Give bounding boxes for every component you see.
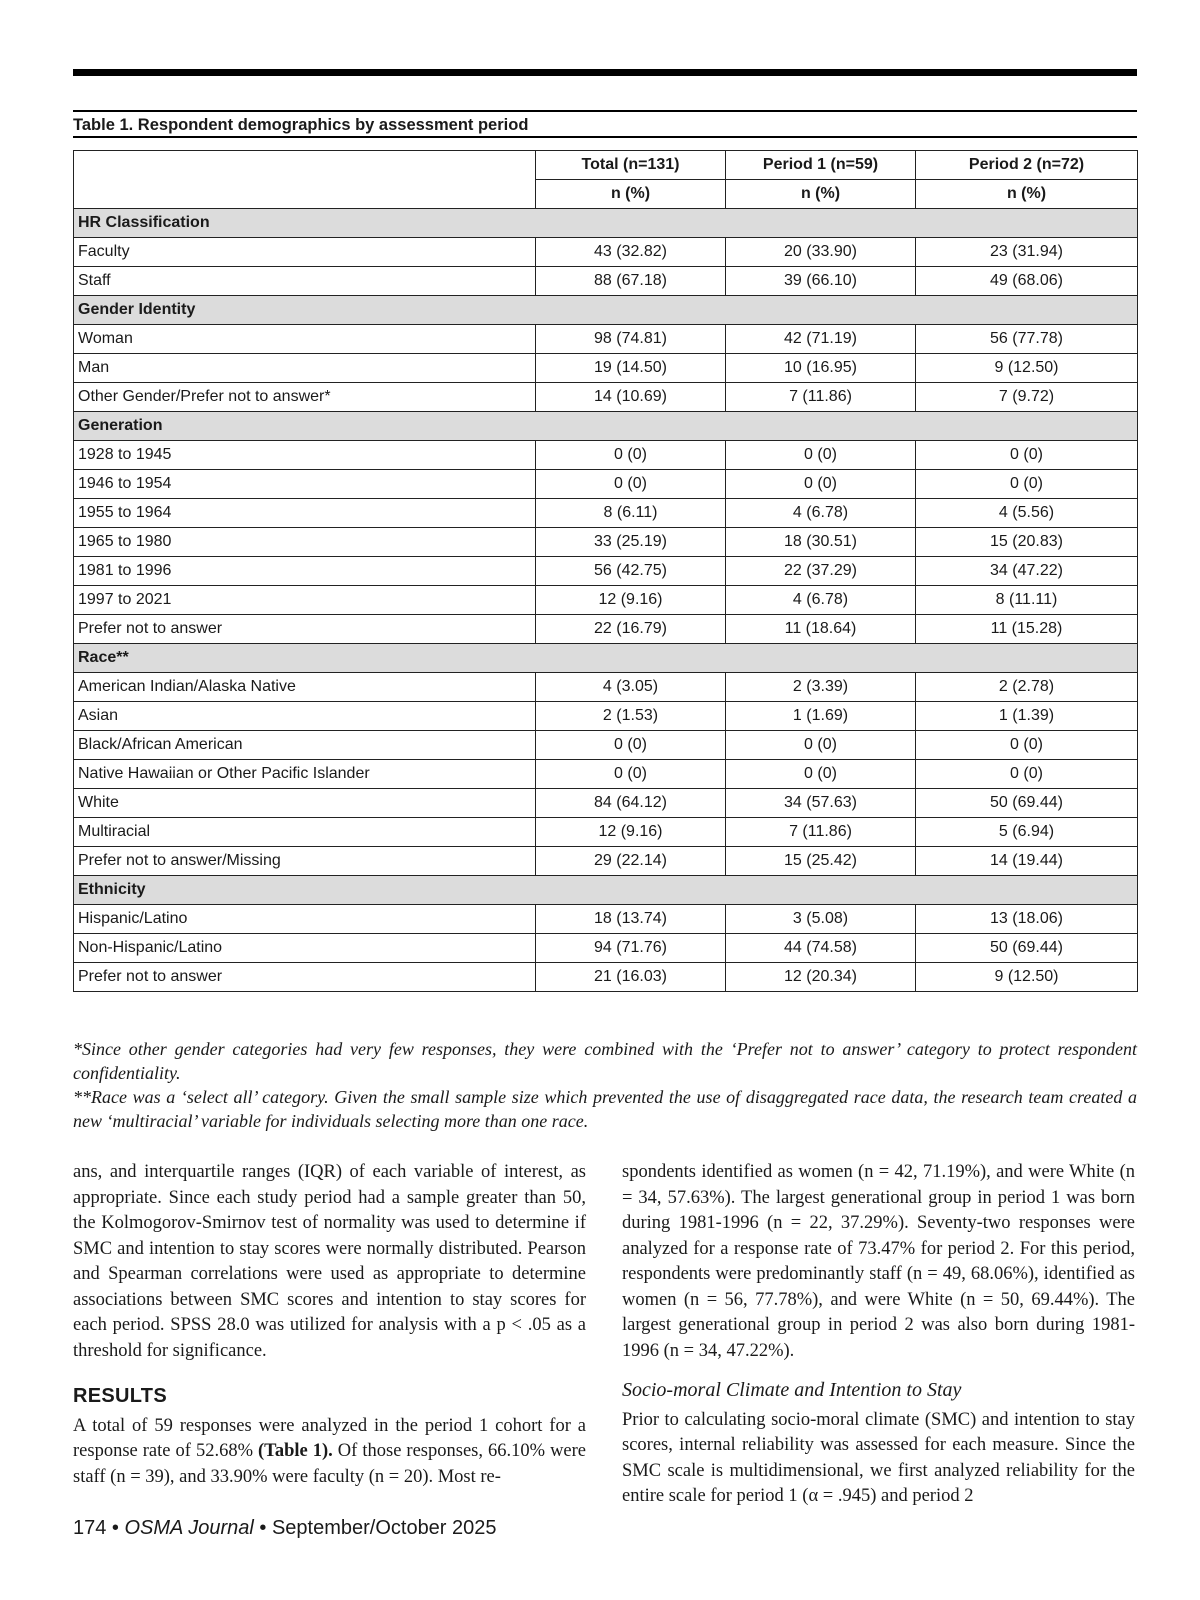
table-cell: 14 (19.44) (916, 847, 1138, 876)
table-cell: 4 (5.56) (916, 499, 1138, 528)
results-continued-paragraph: spondents identified as women (n = 42, 71.19%), and were White (n = 34, 57.63%). The largest generational group in period 1 was born during 1981-1996 (n = 22, 37.29%). Seventy-two responses were analyzed for a response rate of 73.47% for period 2. For this period, respondents were predominantly staff (n = 49, 68.06%), identified as women (n = 56, 77.78%), and were White (n = 50, 69.44%). The largest generational group in period 2 was also born during 1981-1996 (n = 34, 47.22%). (622, 1162, 1135, 1361)
left-column (73, 1160, 586, 1490)
table-cell: 0 (0) (726, 470, 916, 499)
table-row (74, 963, 1138, 992)
row-label: 1928 to 1945 (74, 441, 536, 470)
section-row (74, 296, 1138, 325)
table-cell: 1 (1.39) (916, 702, 1138, 731)
column-header-total: Total (n=131) (536, 151, 726, 180)
column-header-period2: Period 2 (n=72) (916, 151, 1138, 180)
table-cell: 34 (57.63) (726, 789, 916, 818)
table-row (74, 731, 1138, 760)
table-cell: 21 (16.03) (536, 963, 726, 992)
table-cell: 20 (33.90) (726, 238, 916, 267)
table-cell: 8 (11.11) (916, 586, 1138, 615)
row-label: Black/African American (74, 731, 536, 760)
table-cell: 50 (69.44) (916, 789, 1138, 818)
column-subheader: n (%) (916, 180, 1138, 209)
table-cell: 0 (0) (536, 731, 726, 760)
table-row (74, 789, 1138, 818)
table-row (74, 702, 1138, 731)
column-subheader: n (%) (536, 180, 726, 209)
section-label: Gender Identity (74, 296, 1138, 325)
methods-paragraph: ans, and interquartile ranges (IQR) of each variable of interest, as appropriate. Since each study period had a sample greater than 50, the Kolmogorov-Smirnov test of normality was used to determine if SMC and intention to stay scores were normally distributed. Pearson and Spearman correlations were used as appropriate to determine associations between SMC scores and intention to stay scores for each period. SPSS 28.0 was utilized for analysis with a p < .05 as a threshold for significance. (73, 1162, 586, 1361)
row-label: 1981 to 1996 (74, 557, 536, 586)
table-cell: 12 (9.16) (536, 818, 726, 847)
results-text-start: A total of 59 responses were analyzed in the period 1 cohort for a response rate of 52.68% (73, 1415, 586, 1461)
row-label: Woman (74, 325, 536, 354)
row-label: Prefer not to answer (74, 963, 536, 992)
row-label: 1946 to 1954 (74, 470, 536, 499)
table-cell: 23 (31.94) (916, 238, 1138, 267)
row-label: Prefer not to answer (74, 615, 536, 644)
row-label: Other Gender/Prefer not to answer* (74, 383, 536, 412)
table-cell: 10 (16.95) (726, 354, 916, 383)
footer-separator: • (253, 1517, 272, 1539)
results-text-end: Of those responses, 66.10% were staff (n = 39), and 33.90% were faculty (n = 20). Most re- (73, 1441, 587, 1487)
table-cell: 4 (6.78) (726, 586, 916, 615)
table-cell: 88 (67.18) (536, 267, 726, 296)
table-cell: 0 (0) (916, 731, 1138, 760)
section-row (74, 209, 1138, 238)
table-cell: 2 (2.78) (916, 673, 1138, 702)
row-label: White (74, 789, 536, 818)
row-label: 1997 to 2021 (74, 586, 536, 615)
table-cell: 5 (6.94) (916, 818, 1138, 847)
row-label: American Indian/Alaska Native (74, 673, 536, 702)
table-cell: 42 (71.19) (726, 325, 916, 354)
table-title: Table 1. Respondent demographics by assessment period (73, 110, 1137, 138)
row-label: 1955 to 1964 (74, 499, 536, 528)
table-body (74, 209, 1138, 992)
table-cell: 29 (22.14) (536, 847, 726, 876)
table-row (74, 760, 1138, 789)
table-cell: 22 (37.29) (726, 557, 916, 586)
table-cell: 22 (16.79) (536, 615, 726, 644)
table-cell: 3 (5.08) (726, 905, 916, 934)
table-cell: 56 (77.78) (916, 325, 1138, 354)
table-cell: 98 (74.81) (536, 325, 726, 354)
table-cell: 15 (25.42) (726, 847, 916, 876)
section-label: Ethnicity (74, 876, 1138, 905)
table-cell: 7 (11.86) (726, 383, 916, 412)
section-row (74, 412, 1138, 441)
row-label: Multiracial (74, 818, 536, 847)
table-cell: 11 (15.28) (916, 615, 1138, 644)
results-paragraph (73, 1414, 586, 1491)
table-cell: 12 (9.16) (536, 586, 726, 615)
page-footer (73, 1517, 497, 1540)
journal-name: OSMA Journal (124, 1517, 254, 1539)
row-label: Prefer not to answer/Missing (74, 847, 536, 876)
row-label: Man (74, 354, 536, 383)
table-cell: 50 (69.44) (916, 934, 1138, 963)
section-row (74, 876, 1138, 905)
table-row (74, 470, 1138, 499)
table-note-gender: *Since other gender categories had very few responses, they were combined with the ‘Prefer not to answer’ category to protect respondent confidentiality. (73, 1039, 1137, 1083)
table-cell: 84 (64.12) (536, 789, 726, 818)
row-label: 1965 to 1980 (74, 528, 536, 557)
row-label: Faculty (74, 238, 536, 267)
table-cell: 0 (0) (536, 441, 726, 470)
table-cell: 0 (0) (726, 731, 916, 760)
table-cell: 39 (66.10) (726, 267, 916, 296)
top-rule (73, 69, 1137, 76)
table-row (74, 528, 1138, 557)
footer-separator: • (106, 1517, 125, 1539)
demographics-table (73, 150, 1138, 992)
table-cell: 0 (0) (726, 441, 916, 470)
table-cell: 1 (1.69) (726, 702, 916, 731)
section-label: Race** (74, 644, 1138, 673)
section-label: Generation (74, 412, 1138, 441)
table-cell: 4 (3.05) (536, 673, 726, 702)
section-label: HR Classification (74, 209, 1138, 238)
table-cell: 9 (12.50) (916, 354, 1138, 383)
table-cell: 0 (0) (916, 760, 1138, 789)
table-cell: 44 (74.58) (726, 934, 916, 963)
table-row (74, 383, 1138, 412)
table-row (74, 354, 1138, 383)
smc-subheading: Socio-moral Climate and Intention to Stay (622, 1379, 962, 1401)
right-column (622, 1160, 1135, 1510)
table-row (74, 905, 1138, 934)
row-label: Non-Hispanic/Latino (74, 934, 536, 963)
table-cell: 12 (20.34) (726, 963, 916, 992)
table-cell: 43 (32.82) (536, 238, 726, 267)
table-row (74, 847, 1138, 876)
table-cell: 7 (9.72) (916, 383, 1138, 412)
table-cell: 11 (18.64) (726, 615, 916, 644)
table-cell: 4 (6.78) (726, 499, 916, 528)
table-cell: 49 (68.06) (916, 267, 1138, 296)
table-row (74, 499, 1138, 528)
column-subheader: n (%) (726, 180, 916, 209)
table-cell: 19 (14.50) (536, 354, 726, 383)
results-heading: RESULTS (73, 1385, 167, 1407)
column-header-period1: Period 1 (n=59) (726, 151, 916, 180)
table-row (74, 673, 1138, 702)
table-cell: 0 (0) (536, 470, 726, 499)
table-cell: 0 (0) (726, 760, 916, 789)
issue-date: September/October 2025 (271, 1517, 497, 1539)
table-reference: (Table 1). (258, 1441, 333, 1461)
table-row (74, 441, 1138, 470)
table-cell: 18 (30.51) (726, 528, 916, 557)
table-notes (73, 1037, 1137, 1133)
table-cell: 0 (0) (536, 760, 726, 789)
table-cell: 2 (3.39) (726, 673, 916, 702)
table-cell: 2 (1.53) (536, 702, 726, 731)
table-cell: 7 (11.86) (726, 818, 916, 847)
table-cell: 15 (20.83) (916, 528, 1138, 557)
table-cell: 94 (71.76) (536, 934, 726, 963)
table-row (74, 238, 1138, 267)
table-row (74, 934, 1138, 963)
row-label: Asian (74, 702, 536, 731)
table-note-race: **Race was a ‘select all’ category. Given the small sample size which prevented the use of disaggregated race data, the research team created a new ‘multiracial’ variable for individuals selecting more than one race. (73, 1087, 1137, 1131)
row-label: Hispanic/Latino (74, 905, 536, 934)
table-row (74, 325, 1138, 354)
table-cell: 34 (47.22) (916, 557, 1138, 586)
table-row (74, 557, 1138, 586)
table-cell: 13 (18.06) (916, 905, 1138, 934)
table-cell: 56 (42.75) (536, 557, 726, 586)
table-cell: 9 (12.50) (916, 963, 1138, 992)
table-cell: 8 (6.11) (536, 499, 726, 528)
section-row (74, 644, 1138, 673)
page-number: 174 (73, 1517, 107, 1539)
table-row (74, 615, 1138, 644)
table-corner-cell (74, 151, 536, 209)
table-cell: 33 (25.19) (536, 528, 726, 557)
table-row (74, 267, 1138, 296)
table-row (74, 586, 1138, 615)
row-label: Native Hawaiian or Other Pacific Islander (74, 760, 536, 789)
smc-paragraph: Prior to calculating socio-moral climate (SMC) and intention to stay scores, internal reliability was assessed for each measure. Since the SMC scale is multidimensional, we first analyzed reliability for the entire scale for period 1 (α = .945) and period 2 (622, 1409, 1135, 1506)
table-row (74, 818, 1138, 847)
table-cell: 14 (10.69) (536, 383, 726, 412)
table-cell: 18 (13.74) (536, 905, 726, 934)
table-cell: 0 (0) (916, 441, 1138, 470)
row-label: Staff (74, 267, 536, 296)
table-cell: 0 (0) (916, 470, 1138, 499)
